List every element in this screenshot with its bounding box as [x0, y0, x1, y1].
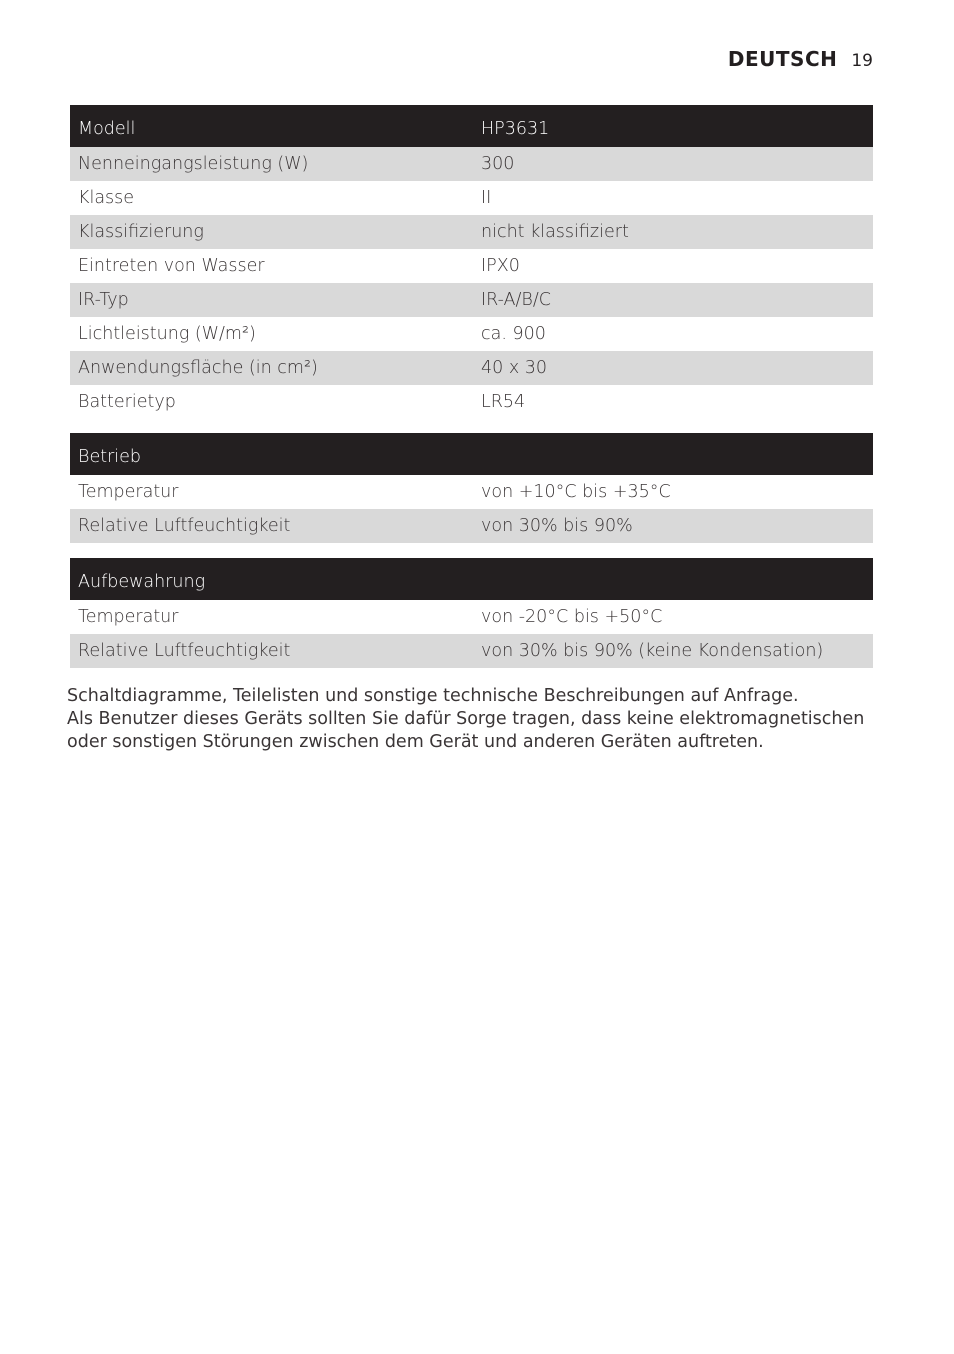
language-label: DEUTSCH	[727, 47, 838, 71]
table-row	[70, 317, 873, 351]
row-label: Batterietyp	[78, 392, 176, 412]
table-row	[70, 600, 873, 634]
table-row	[70, 147, 873, 181]
row-label: Nenneingangsleistung (W)	[78, 154, 309, 174]
table-row	[70, 385, 873, 419]
notes-text	[67, 685, 867, 754]
table-row	[70, 634, 873, 668]
row-value: 300	[481, 154, 515, 174]
row-value: LR54	[481, 392, 526, 412]
header-cell: Modell	[78, 119, 136, 139]
row-value: 40 x 30	[481, 358, 548, 378]
operation-table	[70, 433, 873, 543]
header-cell: HP3631	[481, 119, 550, 139]
row-value: von 30% bis 90% (keine Kondensation)	[481, 641, 824, 661]
header-cell-empty	[473, 467, 873, 475]
note-paragraph: Schaltdiagramme, Teilelisten und sonstige technische Beschreibungen auf Anfrage.	[67, 686, 799, 706]
table-row	[70, 249, 873, 283]
spec-table	[70, 105, 873, 419]
table-row	[70, 351, 873, 385]
storage-table	[70, 558, 873, 668]
row-label: Temperatur	[78, 607, 179, 627]
row-label: Eintreten von Wasser	[78, 256, 265, 276]
table-row	[70, 283, 873, 317]
row-label: Klassifizierung	[78, 222, 204, 242]
table-header-row	[70, 433, 873, 475]
header-cell-empty	[473, 592, 873, 600]
table-row	[70, 509, 873, 543]
page-header	[728, 47, 873, 71]
row-value: IPX0	[481, 256, 520, 276]
row-value: IR-A/B/C	[481, 290, 551, 310]
table-header-row	[70, 105, 873, 147]
row-value: von +10°C bis +35°C	[481, 482, 671, 502]
table-row	[70, 215, 873, 249]
table-row	[70, 181, 873, 215]
row-value: nicht klassifiziert	[481, 222, 629, 242]
row-label: Relative Luftfeuchtigkeit	[78, 641, 291, 661]
table-header-row	[70, 558, 873, 600]
row-label: Temperatur	[78, 482, 179, 502]
row-label: Lichtleistung (W/m²)	[78, 324, 256, 344]
row-label: Relative Luftfeuchtigkeit	[78, 516, 291, 536]
row-value: ca. 900	[481, 324, 546, 344]
page-number: 19	[851, 51, 873, 71]
table-row	[70, 475, 873, 509]
header-cell: Aufbewahrung	[78, 572, 206, 592]
header-cell: Betrieb	[78, 447, 142, 467]
row-label: Anwendungsfläche (in cm²)	[78, 358, 318, 378]
row-value: II	[481, 188, 492, 208]
row-value: von -20°C bis +50°C	[481, 607, 663, 627]
row-label: Klasse	[78, 188, 135, 208]
note-paragraph: Als Benutzer dieses Geräts sollten Sie dafür Sorge tragen, dass keine elektromagnetischen oder sonstigen Störungen zwischen dem Gerät und anderen Geräten auftreten.	[67, 709, 865, 752]
row-value: von 30% bis 90%	[481, 516, 633, 536]
row-label: IR-Typ	[78, 290, 129, 310]
